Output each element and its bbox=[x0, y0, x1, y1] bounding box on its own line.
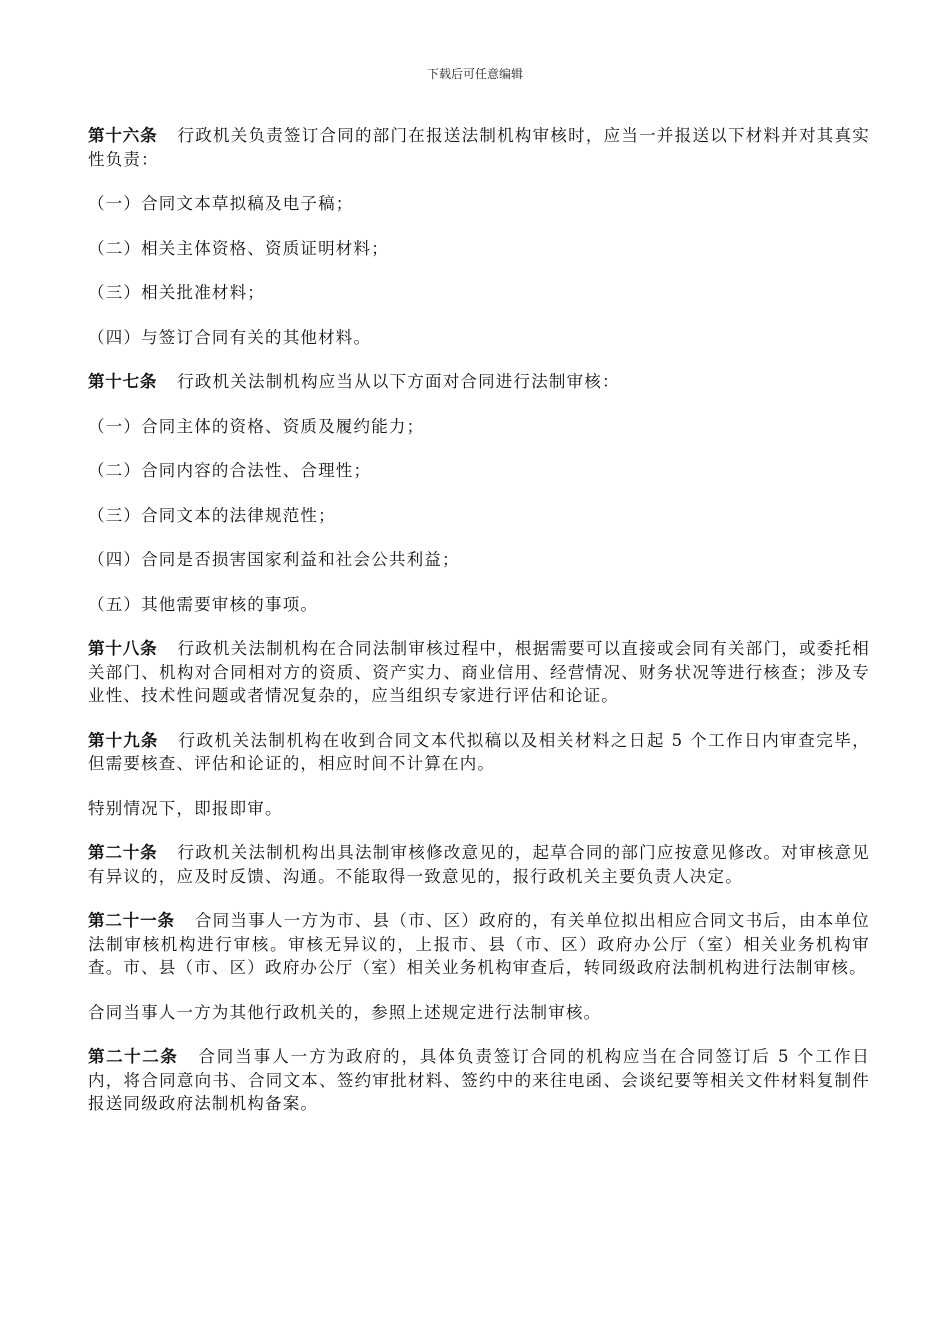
list-item: （二）相关主体资格、资质证明材料； bbox=[88, 238, 389, 258]
page-header: 下载后可任意编辑 bbox=[426, 67, 523, 81]
article-19 bbox=[88, 729, 870, 776]
article-18 bbox=[88, 637, 870, 708]
article-17 bbox=[88, 370, 870, 394]
article-number: 第十八条 bbox=[88, 639, 158, 658]
article-number: 第十六条 bbox=[88, 126, 158, 145]
list-item: （一）合同文本草拟稿及电子稿； bbox=[88, 194, 354, 213]
article-22 bbox=[88, 1045, 870, 1116]
article-text: 行政机关法制机构在收到合同文本代拟稿以及相关材料之日起 5 个工作日内审查完毕，但需要核查、评估和论证的，相应时间不计算在内。 bbox=[88, 730, 870, 773]
article-16 bbox=[88, 124, 870, 171]
article-text: 行政机关负责签订合同的部门在报送法制机构审核时，应当一并报送以下材料并对其真实性负责： bbox=[88, 126, 870, 169]
list-item: （三）合同文本的法律规范性； bbox=[88, 505, 336, 525]
article-number: 第二十条 bbox=[88, 843, 158, 862]
list-item: （二）合同内容的合法性、合理性； bbox=[88, 461, 372, 480]
document-body bbox=[88, 124, 870, 1137]
list-item: （四）与签订合同有关的其他材料。 bbox=[88, 327, 372, 347]
article-text: 行政机关法制机构应当从以下方面对合同进行法制审核： bbox=[177, 372, 620, 391]
article-21 bbox=[88, 909, 870, 980]
article-text: 合同当事人一方为市、县（市、区）政府的，有关单位拟出相应合同文书后，由本单位法制审核机构进行审核。审核无异议的，上报市、县（市、区）政府办公厅（室）相关业务机构审查。市、县（市、区）政府办公厅（室）相关业务机构审查后，转同级政府法制机构进行法制审核。 bbox=[88, 911, 871, 977]
article-text: 行政机关法制机构在合同法制审核过程中，根据需要可以直接或会同有关部门，或委托相关部门、机构对合同相对方的资质、资产实力、商业信用、经营情况、财务状况等进行核查；涉及专业性、技术性问题或者情况复杂的，应当组织专家进行评估和论证。 bbox=[88, 639, 870, 705]
article-20 bbox=[88, 841, 870, 888]
list-item: （四）合同是否损害国家利益和社会公共利益； bbox=[88, 550, 460, 569]
article-number: 第二十一条 bbox=[88, 911, 175, 930]
list-item: （一）合同主体的资格、资质及履约能力； bbox=[88, 416, 425, 436]
list-item: （五）其他需要审核的事项。 bbox=[88, 594, 319, 614]
article-text: 合同当事人一方为政府的，具体负责签订合同的机构应当在合同签订后 5 个工作日内，将合同意向书、合同文本、签约审批材料、签约中的来往电函、会谈纪要等相关文件材料复制件报送同级政府法制机构备案。 bbox=[88, 1047, 871, 1113]
paragraph: 特别情况下，即报即审。 bbox=[88, 798, 283, 818]
article-number: 第十九条 bbox=[88, 730, 159, 750]
article-number: 第十七条 bbox=[88, 372, 158, 391]
article-text: 行政机关法制机构出具法制审核修改意见的，起草合同的部门应按意见修改。对审核意见有异议的，应及时反馈、沟通。不能取得一致意见的，报行政机关主要负责人决定。 bbox=[88, 843, 870, 886]
paragraph: 合同当事人一方为其他行政机关的，参照上述规定进行法制审核。 bbox=[88, 1002, 602, 1022]
list-item: （三）相关批准材料； bbox=[88, 283, 265, 302]
article-number: 第二十二条 bbox=[88, 1047, 179, 1066]
